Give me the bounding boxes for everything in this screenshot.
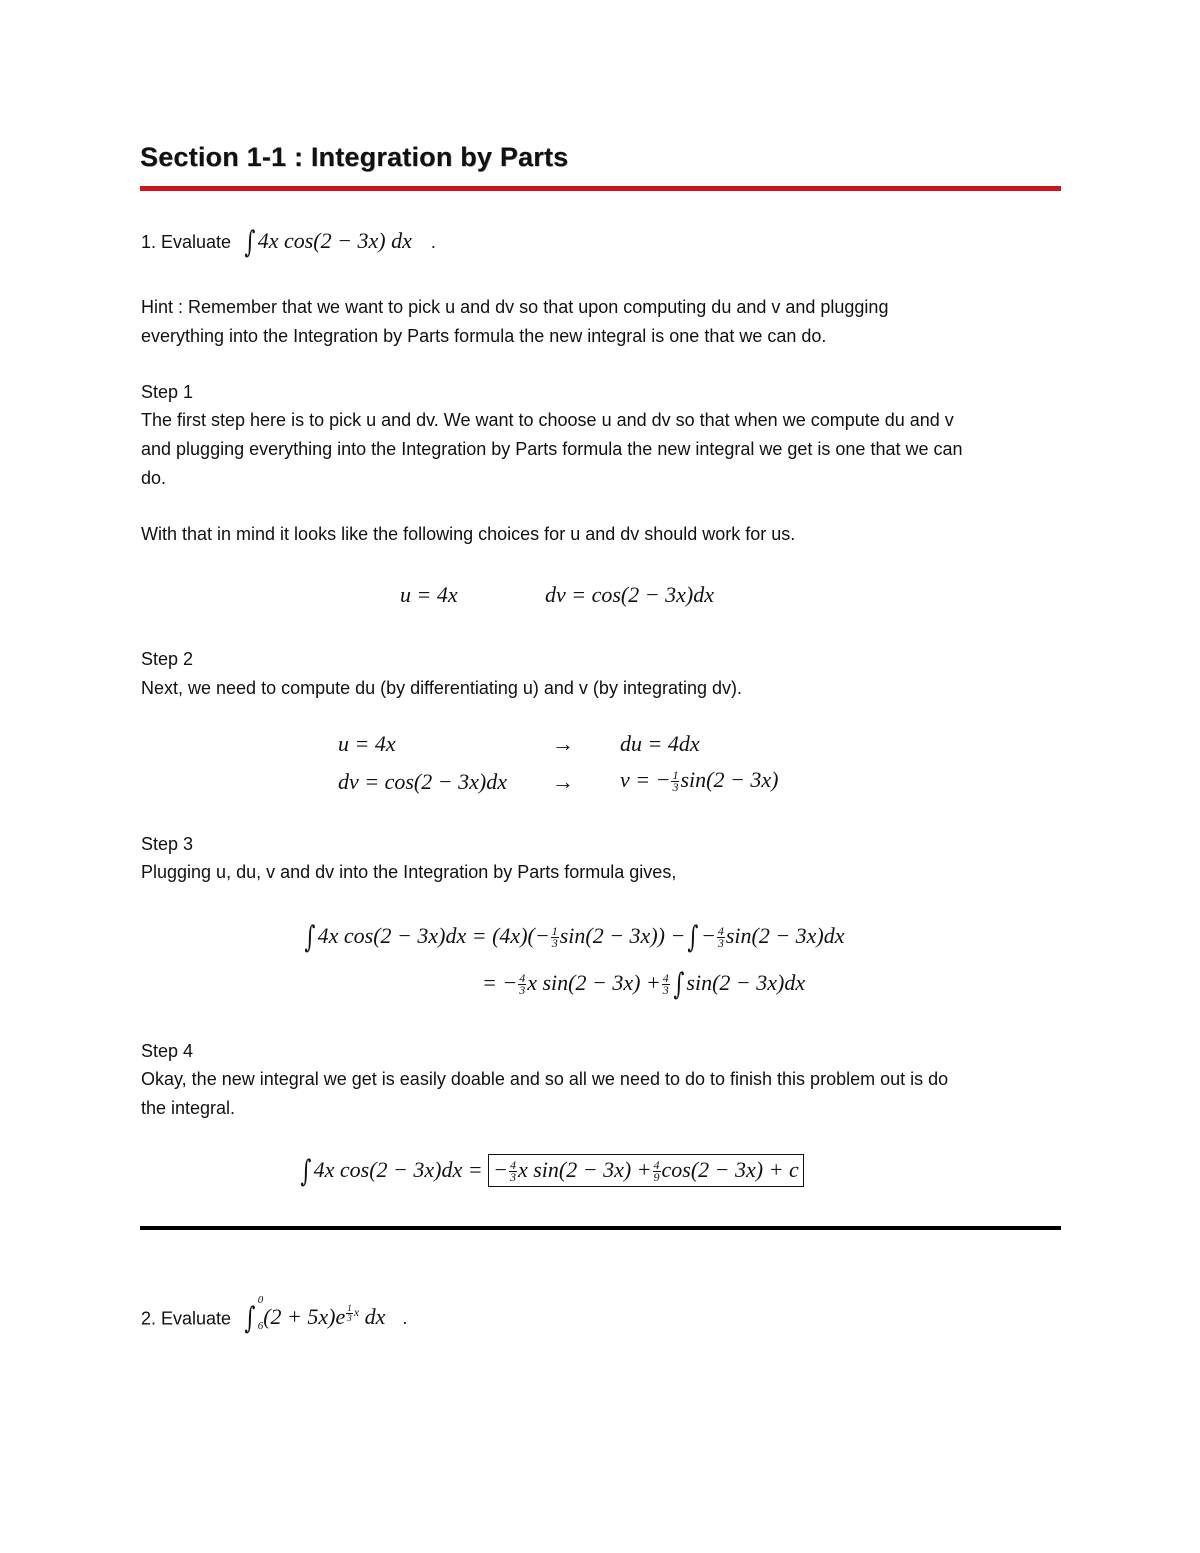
problem1-expression: 4x cos(2 − 3x) dx [257, 228, 412, 253]
fraction: $\frac{1}{3}$ [551, 924, 558, 951]
u-choice: u = 4x [400, 582, 458, 607]
step1-line-4: With that in mind it looks like the following choices for u and dv should work for us. [141, 524, 796, 544]
step2-line-1: Next, we need to compute du (by differentiating u) and v (by integrating dv). [141, 678, 743, 698]
integral-sign: ∫ [304, 920, 316, 955]
step3-equation-1: ∫ 4x cos(2 − 3x)dx = (4x)(− $\frac{1}{3}$ sin(2 − 3x)) −∫ − $\frac{4}{3}$ sin(2 − 3x)dx [304, 920, 845, 955]
integral-sign: ∫ [244, 225, 256, 260]
integral-sign: ∫ [244, 1301, 256, 1337]
fraction: $\frac{4}{3}$ [717, 924, 724, 951]
problem1-label: 1. Evaluate [141, 232, 232, 252]
problem1-period: . [430, 232, 436, 252]
final-answer-box: − $\frac{4}{3}$ x sin(2 − 3x) + $\frac{4}{9}$ cos(2 − 3x) + c [488, 1154, 804, 1187]
problem2-period: . [402, 1308, 408, 1329]
step2-row1-left: u = 4x [338, 731, 396, 756]
step4-line-2: the integral. [141, 1098, 236, 1118]
fraction: $\frac{4}{9}$ [653, 1158, 660, 1185]
step4-line-1: Okay, the new integral we get is easily doable and so all we need to do to finish this problem out is do [141, 1069, 949, 1089]
step1-line-2: and plugging everything into the Integration by Parts formula the new integral we get is one that we can [141, 439, 963, 459]
integral-limits: 0 6 [257, 1294, 264, 1333]
step3-equation-2: = − $\frac{4}{3}$ x sin(2 − 3x) + $\frac{4}{3}$ ∫ sin(2 − 3x)dx [482, 967, 806, 1002]
step2-row2-left: dv = cos(2 − 3x)dx [338, 769, 507, 794]
hint-line-2: everything into the Integration by Parts formula the new integral is one that we can do. [141, 326, 827, 346]
dv-choice: dv = cos(2 − 3x)dx [545, 582, 714, 607]
step3-line-1: Plugging u, du, v and dv into the Integration by Parts formula gives, [141, 862, 677, 882]
integral-sign: ∫ [300, 1154, 312, 1189]
fraction: $\frac{1}{3}$ [672, 768, 679, 795]
fraction: $\frac{4}{3}$ [509, 1158, 516, 1185]
step4-heading: Step 4 [141, 1041, 194, 1061]
step1-line-3: do. [141, 468, 167, 488]
fraction: $\frac{1}{3}$ [347, 1302, 352, 1323]
problem2-label: 2. Evaluate [141, 1308, 232, 1329]
arrow-icon: → [552, 731, 574, 756]
section-divider [140, 1226, 1061, 1230]
step1-heading: Step 1 [141, 382, 194, 402]
fraction: $\frac{4}{3}$ [519, 971, 526, 998]
step3-heading: Step 3 [141, 834, 194, 854]
fraction: $\frac{4}{3}$ [662, 971, 669, 998]
problem1-line [141, 225, 436, 260]
step2-row2-right: v = − $\frac{1}{3}$ sin(2 − 3x) [620, 767, 779, 795]
arrow-icon: → [552, 769, 574, 794]
step4-equation: ∫ 4x cos(2 − 3x)dx = − $\frac{4}{3}$ x sin(2 − 3x) + $\frac{4}{9}$ cos(2 − 3x) + c [298, 1154, 804, 1189]
integral-sign: ∫ [673, 967, 685, 1002]
title-underline [140, 186, 1061, 191]
problem2-line: 2. Evaluate ∫ 0 6 (2 + 5x)e $^{\frac{1}{3} x}$ dx . [141, 1294, 408, 1337]
section-title: Section 1-1 : Integration by Parts [140, 142, 569, 172]
step2-row1-right: du = 4dx [620, 731, 700, 756]
step1-line-1: The first step here is to pick u and dv. We want to choose u and dv so that when we compute du and v [141, 410, 954, 430]
step2-heading: Step 2 [141, 649, 194, 669]
hint-line-1: Hint : Remember that we want to pick u and dv so that upon computing du and v and plugging [141, 297, 889, 317]
integral-sign: ∫ [687, 920, 699, 955]
